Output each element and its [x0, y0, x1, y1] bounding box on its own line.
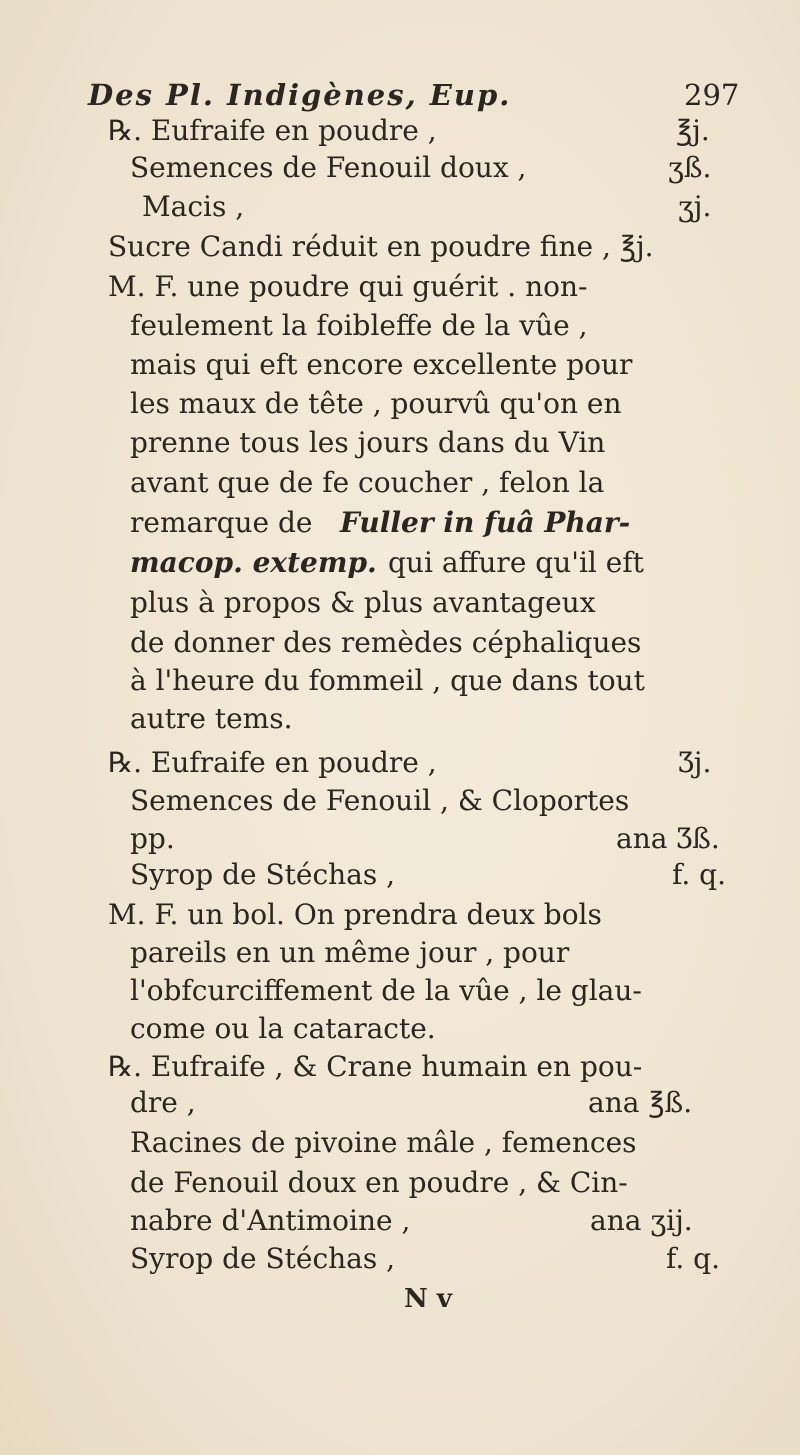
- line-text: pp.: [130, 822, 175, 855]
- line-text: avant que de fe coucher , felon la: [130, 466, 605, 499]
- line-text: Macis ,: [142, 190, 245, 223]
- dose: ana ℥ß.: [588, 1086, 693, 1119]
- line-text: Semences de Fenouil , & Cloportes: [130, 784, 630, 817]
- dose: ℥j.: [676, 114, 710, 147]
- footer-line: [0, 1276, 800, 1322]
- line-text: Racines de pivoine mâle , femences: [130, 1126, 637, 1159]
- dose: ʒß.: [668, 151, 712, 184]
- dose: Ʒj.: [678, 746, 712, 779]
- text-line: [0, 696, 800, 742]
- line-text: come ou la cataracte.: [130, 1012, 436, 1045]
- line-text: remarque de: [130, 506, 313, 539]
- page-number: 297: [684, 78, 740, 112]
- line-text: ℞. Eufraife , & Crane humain en pou-: [108, 1050, 643, 1083]
- dose: ana ʒij.: [590, 1204, 693, 1237]
- line-text: qui affure qu'il eft: [388, 546, 644, 579]
- line-text: prenne tous les jours dans du Vin: [130, 426, 606, 459]
- line-text: de Fenouil doux en poudre , & Cin-: [130, 1166, 628, 1199]
- line-text: M. F. une poudre qui guérit . non-: [108, 270, 588, 303]
- running-head: Des Pl. Indigènes, Eup.: [88, 78, 512, 112]
- line-text: les maux de tête , pourvû qu'on en: [130, 387, 622, 420]
- citation-italic: Fuller in fuâ Phar-: [340, 506, 631, 539]
- line-text: pareils en un même jour , pour: [130, 936, 570, 969]
- line-text: dre ,: [130, 1086, 196, 1119]
- line-text: de donner des remèdes céphaliques: [130, 626, 642, 659]
- dose: f. q.: [666, 1242, 720, 1275]
- line-text: Sucre Candi réduit en poudre fine , ℥j.: [108, 230, 654, 263]
- line-text: l'obfcurciffement de la vûe , le glau-: [130, 974, 642, 1007]
- line-text: M. F. un bol. On prendra deux bols: [108, 898, 602, 931]
- line-text: plus à propos & plus avantageux: [130, 586, 596, 619]
- citation-italic: macop. extemp.: [130, 546, 377, 579]
- line-text: Semences de Fenouil doux ,: [130, 151, 527, 184]
- line-text: mais qui eft encore excellente pour: [130, 348, 633, 381]
- line-text: feulement la foibleffe de la vûe ,: [130, 309, 588, 342]
- dose: ʒj.: [678, 190, 712, 223]
- dose: ana Ʒß.: [616, 822, 720, 855]
- signature-mark: N v: [404, 1284, 452, 1314]
- line-text: nabre d'Antimoine ,: [130, 1204, 411, 1237]
- line-text: Syrop de Stéchas ,: [130, 1242, 396, 1275]
- line-text: autre tems.: [130, 702, 293, 735]
- line-text: ℞. Eufraife en poudre ,: [108, 114, 437, 147]
- line-text: à l'heure du fommeil , que dans tout: [130, 664, 645, 697]
- line-text: ℞. Eufraife en poudre ,: [108, 746, 437, 779]
- line-text: Syrop de Stéchas ,: [130, 858, 396, 891]
- dose: f. q.: [672, 858, 726, 891]
